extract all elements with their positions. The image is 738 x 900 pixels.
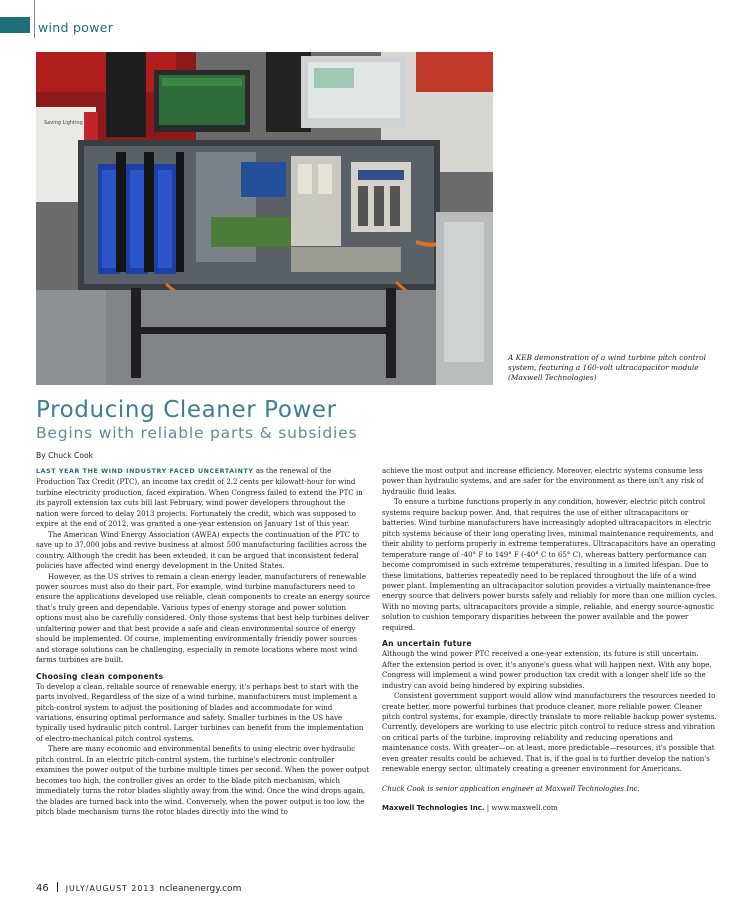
paragraph: achieve the most output and increase efficiency. Moreover, electric systems consume less power than hydraulic systems, and are safer for the environment as there isn't any risk of hydraulic fluid leaks.: [382, 466, 704, 496]
page-number: 46: [36, 883, 49, 894]
paragraph: Although the wind power PTC received a one-year extension, its future is still uncertain. After the extension period is over, it's anyone's guess what will happen next. With any hope, Congress will implement a wind power production tax credit with a longer shelf life so the industry can avoid being hindered by expiring subsidies.: [382, 649, 712, 690]
photo-caption: A KEB demonstration of a wind turbine pitch control system, featuring a 160-volt ultracapacitor module (Maxwell Technologies): [508, 353, 706, 383]
paragraph: The American Wind Energy Association (AWEA) expects the continuation of the PTC to save up to 37,000 jobs and revive business at almost 500 manufacturing facilities across the country. Although the credit has been extended, it can be argued that inconsistent federal policies have affected wind energy development in the United States.: [36, 529, 367, 571]
paragraph: Consistent government support would allow wind manufacturers the resources needed to create better, more powerful turbines that produce cleaner, more reliable power. Cleaner pitch control systems, for example, directly translate to more reliable backup power systems. Currently, developers are working to use electric pitch control to reduce stress and vibration on critical parts of the turbine, improving reliability and reducing operations and maintenance costs. With greater—or, at least, more predictable—resources, it's possible that even greater results could be achieved. That is, if the goal is to further develop the nation's renewable energy sector, ultimately creating a greener environment for Americans.: [382, 691, 717, 774]
article-column-right: [382, 466, 718, 814]
paragraph: To ensure a turbine functions properly in any condition, however, electric pitch control systems require backup power. And, that requires the use of either ultracapacitors or batteries. Wind turbine manufacturers have increasingly adopted ultracapacitors in electric pitch systems because of their long operating lives, minimal maintenance requirements, and their ability to perform properly in extreme temperatures. Ultracapacitors have an operating temperature range of -40° F to 149° F (-40° C to 65° C), whereas battery performance can become compromised in such extreme temperatures, resulting in a limited lifespan. Due to these limitations, batteries repeatedly need to be replaced throughout the life of a wind power plant. Implementing an ultracapacitor solution provides a virtually maintenance-free energy source that delivers power bursts safely and reliably for more than one million cycles. With no moving parts, ultracapacitors provide a simple, reliable, and energy source-agnostic solution to cushion temporary disparities between the power available and the power required.: [382, 497, 717, 632]
company-separator: |: [484, 803, 492, 813]
footer-divider: [57, 882, 58, 892]
section-heading: Choosing clean components: [36, 671, 164, 681]
article-subtitle: Begins with reliable parts & subsidies: [36, 424, 358, 442]
company-url[interactable]: www.maxwell.com: [491, 803, 558, 813]
section-tab: [0, 17, 30, 33]
lead-in: LAST YEAR THE WIND INDUSTRY FACED UNCERTAINTY: [36, 468, 254, 475]
company-credit: [382, 803, 718, 813]
section-label: wind power: [38, 20, 114, 35]
booth-sign-text: Saving Lighting: [44, 120, 83, 126]
paragraph: [36, 466, 370, 530]
paragraph-text: as the renewal of the Production Tax Credit (PTC), an income tax credit of 2.2 cents per kilowatt-hour for wind turbine electricity production, faced expiration. When Congress failed to extend the PTC in its payroll extension tax cuts bill last February, wind power developers throughout the nation were forced to delay 2013 projects. Fortunately the credit, which was supposed to expire at the end of 2012, was granted a one-year extension on January 1st of this year.: [36, 466, 363, 529]
author-note: Chuck Cook is senior application engineer at Maxwell Technologies Inc.: [382, 783, 640, 793]
company-name: Maxwell Technologies Inc.: [382, 804, 485, 813]
paragraph: There are many economic and environmental benefits to using electric over hydraulic pitch control. In an electric pitch-control system, the turbine's electronic controller examines the power output of the turbine multiple times per second. When the power output becomes too high, the controller gives an order to the blade pitch mechanism, which immediately turns the rotor blades slightly away from the wind. Once the wind drops again, the blades are turned back into the wind. Conversely, when the power output is too low, the pitch blade mechanism turns the rotor blades directly into the wind to: [36, 744, 370, 817]
section-heading: An uncertain future: [382, 639, 472, 649]
site-url[interactable]: ncleanenergy.com: [159, 884, 242, 894]
article-column-left: [36, 466, 370, 818]
byline: By Chuck Cook: [36, 451, 94, 460]
paragraph: However, as the US strives to remain a clean energy leader, manufacturers of renewable power sources must also do their part. For example, wind turbine manufacturers need to ensure the applications developed use reliable, clean components to create an energy source that's truly green and dependable. Various types of energy storage and power solution options must also be carefully considered. Only those systems that best help turbines deliver unfaltering power and that best provide a safe and clean environmental source of energy should be implemented. Of course, implementing environmentally friendly power sources and storage solutions can be challenging, especially in remote locations where most wind farms turbines are built.: [36, 571, 371, 665]
article-photo: [36, 52, 493, 385]
paragraph: To develop a clean, reliable source of renewable energy, it's perhaps best to start with the parts involved. Regardless of the size of a wind turbine, manufacturers must implement a pitch-control system to adjust the positioning of blades and accommodate for wind variations, ensuring optimal performance and safety. Smaller turbines in the US have typically used hydraulic pitch control. Larger turbines can benefit from the implementation of electro-mechanical pitch control systems.: [36, 681, 364, 743]
section-divider: [34, 0, 35, 38]
article-title: Producing Cleaner Power: [36, 397, 337, 423]
issue-date: JULY/AUGUST 2013: [65, 884, 156, 893]
page-footer: [36, 876, 241, 895]
